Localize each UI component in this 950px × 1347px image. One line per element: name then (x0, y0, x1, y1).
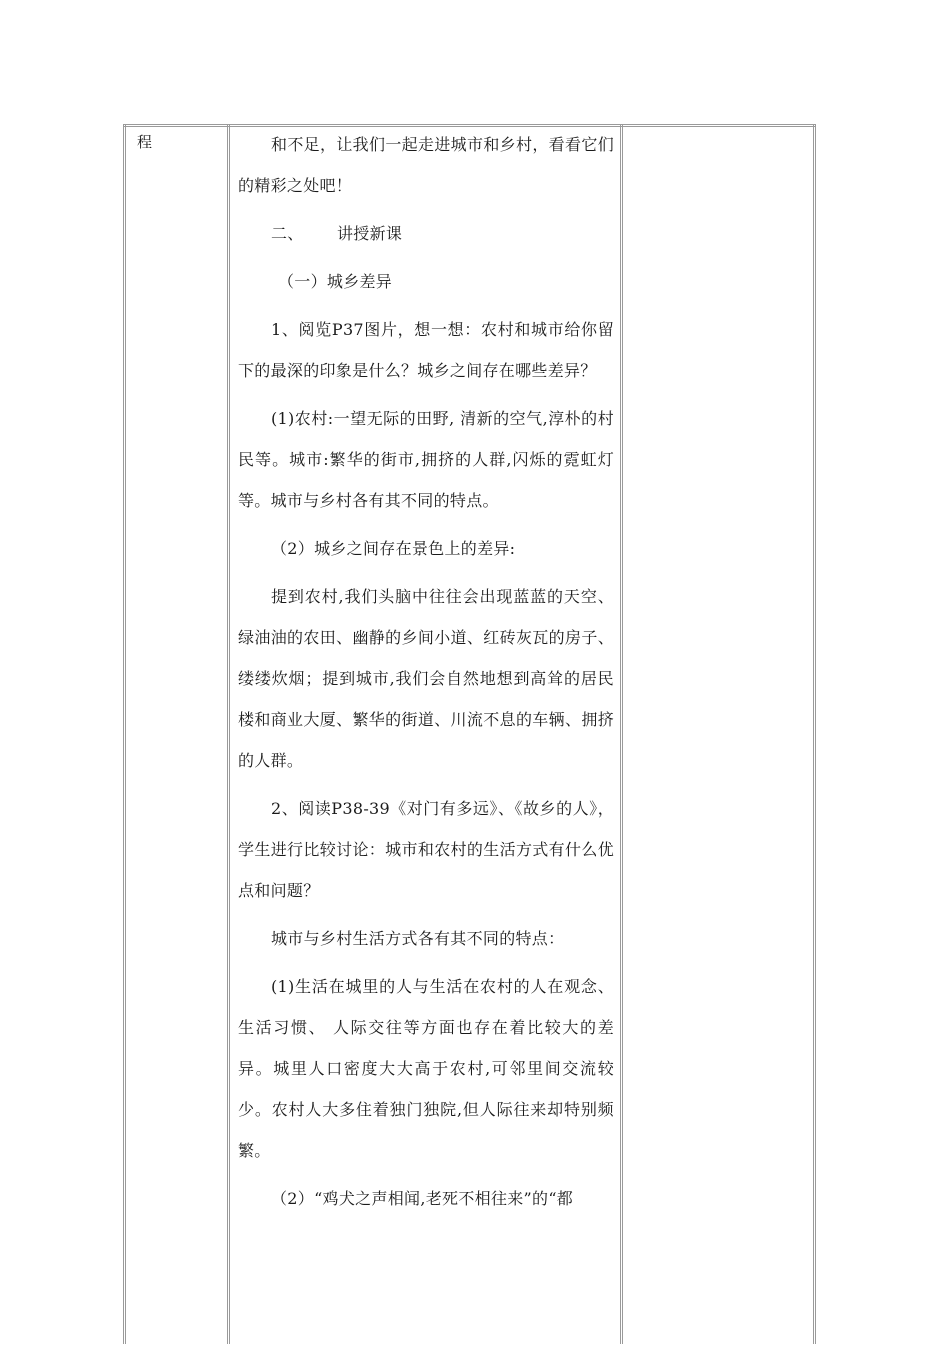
column-divider-2 (620, 124, 623, 1344)
question-2: 2、阅读P38-39《对门有多远》、《故乡的人》，学生进行比较讨论：城市和农村的生活方式有什么优点和问题？ (238, 799, 614, 900)
question-1: 1、阅览P37图片，想一想：农村和城市给你留下的最深的印象是什么？城乡之间存在哪些差异？ (238, 320, 614, 380)
paragraph-intro-end: 和不足，让我们一起走进城市和乡村，看看它们的精彩之处吧！ (238, 135, 614, 195)
column-divider-1 (227, 124, 230, 1344)
table-border-left (123, 124, 126, 1344)
answer-1-item-1: (1)农村:一望无际的田野, 清新的空气,淳朴的村民等。城市:繁华的街市,拥挤的人群,闪烁的霓虹灯等。城市与乡村各有其不同的特点。 (238, 409, 614, 510)
scenery-description: 提到农村,我们头脑中往往会出现蓝蓝的天空、绿油油的农田、幽静的乡间小道、红砖灰瓦的房子、缕缕炊烟；提到城市,我们会自然地想到高耸的居民楼和商业大厦、繁华的街道、川流不息的车辆、拥挤的人群。 (238, 587, 614, 770)
lifestyle-item-1: (1)生活在城里的人与生活在农村的人在观念、生活习惯、 人际交往等方面也存在着比较大的差异。城里人口密度大大高于农村,可邻里间交流较少。农村人大多住着独门独院,但人际往来却特别频繁。 (238, 977, 614, 1160)
lesson-content-cell (238, 124, 614, 1219)
section-heading (238, 213, 614, 254)
section-number: 二、 (271, 224, 304, 243)
table-border-right (813, 124, 816, 1344)
left-cell-label: 程 (137, 133, 153, 151)
section-title: 讲授新课 (337, 224, 403, 243)
lifestyle-item-2: （2）“鸡犬之声相闻,老死不相往来”的“都 (271, 1189, 574, 1208)
answer-1-item-2: （2）城乡之间存在景色上的差异: (271, 539, 516, 558)
lifestyle-intro: 城市与乡村生活方式各有其不同的特点： (271, 929, 565, 948)
subsection-heading: （一）城乡差异 (278, 272, 393, 291)
